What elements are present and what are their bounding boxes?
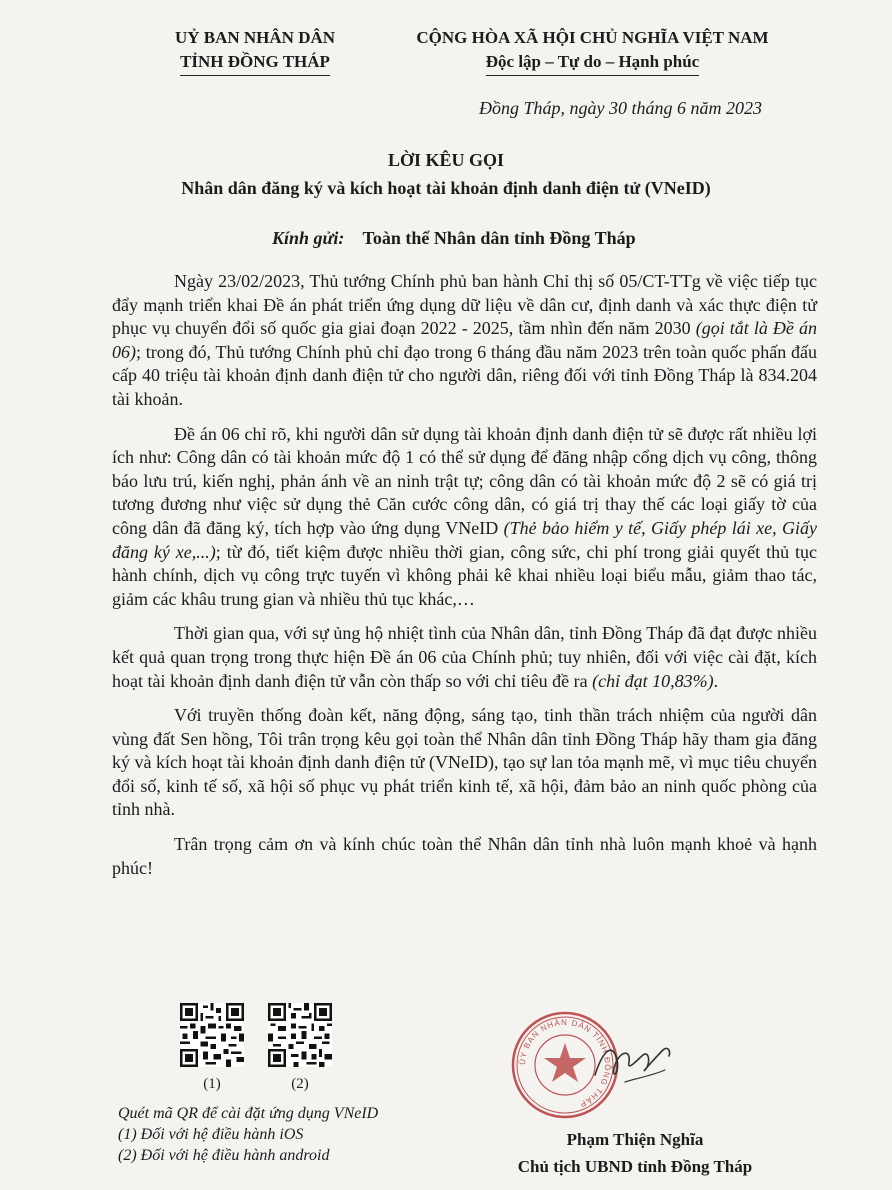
date-line: Đồng Tháp, ngày 30 tháng 6 năm 2023	[479, 98, 762, 118]
svg-text:ỦY BAN NHÂN DÂN TỈNH ĐỒNG THÁP: ỦY BAN NHÂN DÂN TỈNH ĐỒNG THÁP	[517, 1017, 613, 1110]
paragraph-2-italic: (Thẻ bảo hiểm y tế, Giấy phép lái xe, Giấy đăng ký xe,...)	[112, 517, 817, 562]
title-main: LỜI KÊU GỌI	[387, 150, 505, 170]
signer-position: Chủ tịch UBND tỉnh Đồng Tháp	[517, 1157, 753, 1176]
paragraph-4: Với truyền thống đoàn kết, năng động, sáng tạo, tinh thần trách nhiệm của người dân vùng đất Sen hồng, Tôi trân trọng kêu gọi toàn thể Nhân dân tỉnh Đồng Tháp hãy tham gia đăng ký và kích hoạt tài khoản định danh điện tử (VNeID), tạo sự lan tỏa mạnh mẽ, vì mục tiêu chuyển đổi số, kinh tế số, xã hội số phục vụ phát triển kinh tế, xã hội, đảm bảo an ninh quốc phòng của tỉnh nhà.	[112, 705, 817, 820]
signature-icon	[585, 1020, 685, 1090]
authority-line2: TỈNH ĐỒNG THÁP	[180, 50, 330, 76]
paragraph-1: Ngày 23/02/2023, Thủ tướng Chính phủ ban hành Chỉ thị số 05/CT-TTg về việc tiếp tục đẩy mạnh triển khai Đề án phát triển ứng dụng dữ liệu về dân cư, định danh và xác thực điện tử phục vụ chuyển đổi số quốc gia giai đoạn 2022 - 2025, tầm nhìn đến năm 2030 (gọi tắt là Đề án 06); trong đó, Thủ tướng Chính phủ chỉ đạo trong 6 tháng đầu năm 2023 trên toàn quốc phấn đấu cấp 40 triệu tài khoản định danh điện tử cho người dân, riêng đối với tỉnh Đồng Tháp là 834.204 tài khoản.	[112, 271, 817, 409]
qr-note-android: (2) Đối với hệ điều hành android	[118, 1147, 330, 1164]
qr-note-ios: (1) Đối với hệ điều hành iOS	[118, 1126, 304, 1143]
authority-line1: UỶ BAN NHÂN DÂN	[174, 28, 336, 47]
qr-code-icon[interactable]	[180, 1003, 244, 1067]
paragraph-2: Đề án 06 chỉ rõ, khi người dân sử dụng tài khoản định danh điện tử sẽ được rất nhiều lợi ích như: Công dân có tài khoản mức độ 1 có thể sử dụng để đăng nhập cổng dịch vụ công, thông báo lưu trú, kiến nghị, phản ánh về an ninh trật tự; công dân có tài khoản mức độ 2 sẽ có giá trị tương đương như việc sử dụng thẻ Căn cước công dân, có giá trị thay thế các loại giấy tờ của công dân đã đăng ký, tích hợp vào ứng dụng VNeID (Thẻ bảo hiểm y tế, Giấy phép lái xe, Giấy đăng ký xe,...); từ đó, tiết kiệm được nhiều thời gian, công sức, chi phí trong giải quyết thủ tục hành chính, dịch vụ công trực tuyến vì không phải kê khai nhiều loại biểu mẫu, giảm thao tác, giảm các khâu trung gian và nhiều thủ tục khác,…	[112, 423, 817, 609]
qr-code-ios[interactable]	[180, 1003, 244, 1093]
national-motto	[385, 26, 800, 76]
letter-body	[112, 270, 817, 891]
country-name: CỘNG HÒA XÃ HỘI CHỦ NGHĨA VIỆT NAM	[416, 28, 769, 47]
issuing-authority	[130, 26, 380, 76]
qr-label-2: (2)	[291, 1076, 309, 1092]
qr-note-title: Quét mã QR để cài đặt ứng dụng VNeID	[118, 1105, 379, 1122]
signer-block	[470, 1126, 800, 1180]
document-title	[0, 148, 892, 200]
qr-code-icon[interactable]	[268, 1003, 332, 1067]
paragraph-3: Thời gian qua, với sự ủng hộ nhiệt tình của Nhân dân, tỉnh Đồng Tháp đã đạt được nhiều kết quả quan trọng trong thực hiện Đề án 06 của Chính phủ; tuy nhiên, đối với việc cài đặt, kích hoạt tài khoản định danh điện tử vẫn còn thấp so với chỉ tiêu đề ra (chỉ đạt 10,83%).	[112, 623, 817, 691]
recipient-line	[272, 228, 636, 249]
title-subtitle: Nhân dân đăng ký và kích hoạt tài khoản định danh điện tử (VNeID)	[181, 178, 711, 198]
signer-name: Phạm Thiện Nghĩa	[566, 1130, 704, 1149]
paragraph-5: Trân trọng cảm ơn và kính chúc toàn thể Nhân dân tỉnh nhà luôn mạnh khoẻ và hạnh phúc!	[112, 834, 817, 878]
recipient-label: Kính gửi:	[272, 228, 345, 248]
qr-label-1: (1)	[203, 1076, 221, 1092]
motto-line: Độc lập – Tự do – Hạnh phúc	[486, 50, 699, 76]
paragraph-3-italic: (chỉ đạt 10,83%)	[592, 670, 714, 691]
paragraph-1-italic: (gọi tắt là Đề án 06)	[112, 318, 817, 362]
recipient-value: Toàn thể Nhân dân tỉnh Đồng Tháp	[362, 228, 636, 248]
qr-code-android[interactable]	[268, 1003, 332, 1093]
qr-instructions	[118, 1103, 378, 1166]
